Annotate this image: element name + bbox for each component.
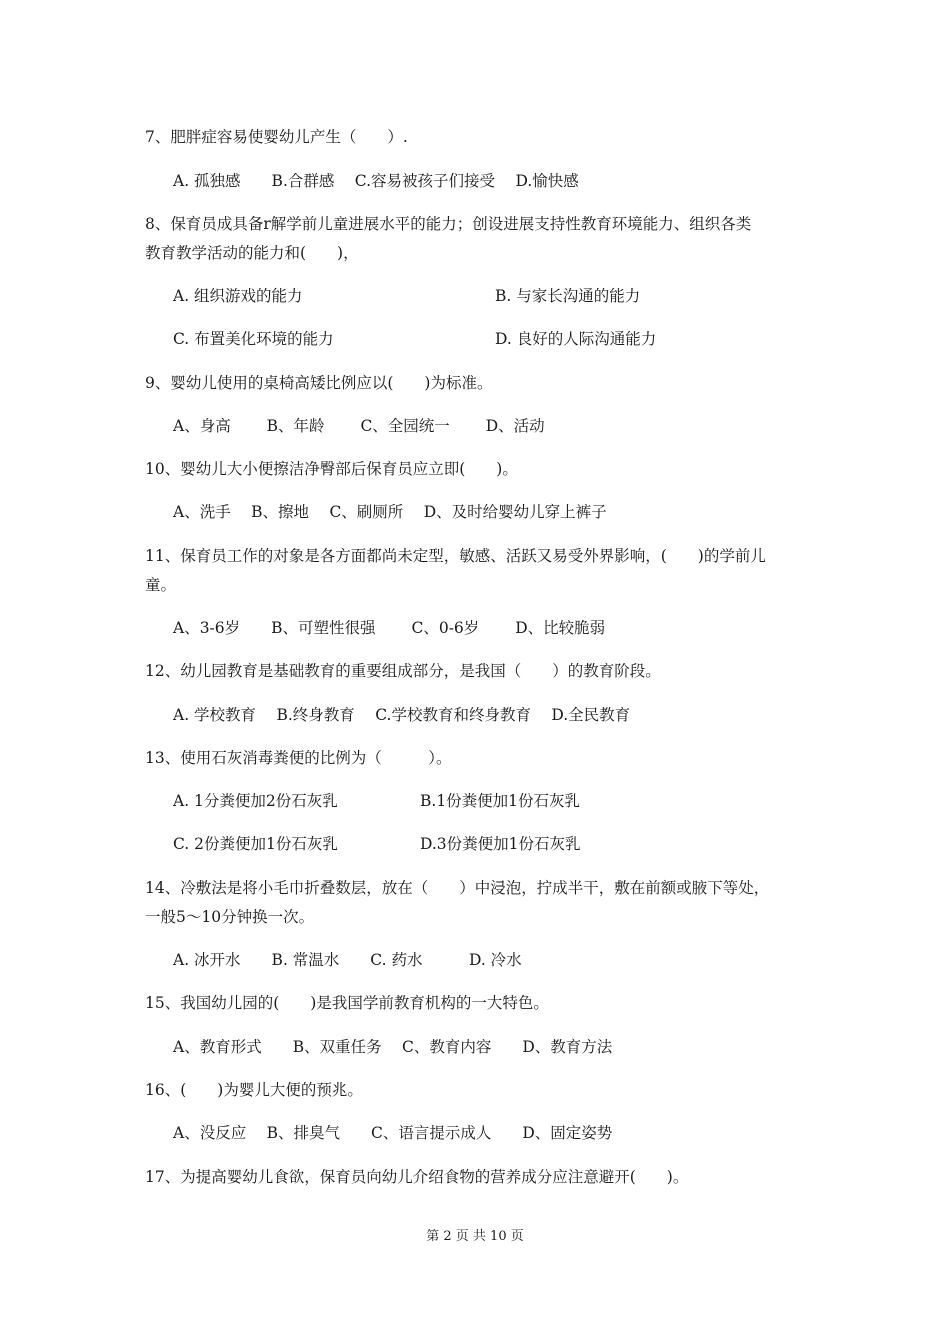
question-13-option-a: A. 1分粪便加2份石灰乳 (173, 792, 338, 810)
question-11-options: A、3-6岁 B、可塑性很强 C、0-6岁 D、比较脆弱 (173, 619, 606, 637)
question-8-stem-line1: 8、保育员成具备r解学前儿童进展水平的能力；创设进展支持性教育环境能力、组织各类 (145, 215, 752, 233)
question-8-option-d: D. 良好的人际沟通能力 (495, 330, 657, 348)
question-13-option-c: C. 2份粪便加1份石灰乳 (173, 835, 338, 853)
question-8-option-a: A. 组织游戏的能力 (173, 287, 303, 305)
question-12-stem: 12、幼儿园教育是基础教育的重要组成部分，是我国（ ）的教育阶段。 (145, 662, 661, 680)
question-16-stem: 16、( )为婴儿大便的预兆。 (145, 1081, 363, 1099)
question-13-stem: 13、使用石灰消毒粪便的比例为（ ）。 (145, 749, 452, 767)
question-17-stem: 17、为提高婴幼儿食欲，保育员向幼儿介绍食物的营养成分应注意避开( )。 (145, 1168, 689, 1186)
question-7-stem: 7、肥胖症容易使婴幼儿产生（ ）. (145, 128, 408, 146)
question-15-stem: 15、我国幼儿园的( )是我国学前教育机构的一大特色。 (145, 994, 549, 1012)
question-11-stem-line1: 11、保育员工作的对象是各方面都尚未定型，敏感、活跃又易受外界影响，( )的学前儿 (145, 547, 766, 565)
question-16-options: A、没反应 B、排臭气 C、语言提示成人 D、固定姿势 (173, 1124, 613, 1142)
question-12-options: A. 学校教育 B.终身教育 C.学校教育和终身教育 D.全民教育 (173, 706, 631, 724)
question-14-stem-line1: 14、冷敷法是将小毛巾折叠数层，放在（ ）中浸泡，拧成半干，敷在前额或腋下等处， (145, 879, 770, 897)
question-13-option-d: D.3份粪便加1份石灰乳 (420, 835, 581, 853)
question-9-options: A、身高 B、年龄 C、全园统一 D、活动 (173, 417, 545, 435)
question-11-stem-line2: 童。 (145, 576, 177, 594)
question-8-option-c: C. 布置美化环境的能力 (173, 330, 334, 348)
question-13-option-b: B.1份粪便加1份石灰乳 (420, 792, 581, 810)
question-15-options: A、教育形式 B、双重任务 C、教育内容 D、教育方法 (173, 1038, 613, 1056)
question-10-stem: 10、婴幼儿大小便擦洁净臀部后保育员应立即( )。 (145, 460, 518, 478)
page-footer: 第 2 页 共 10 页 (426, 1229, 524, 1244)
question-14-stem-line2: 一般5～10分钟换一次。 (145, 908, 315, 926)
question-9-stem: 9、婴幼儿使用的桌椅高矮比例应以( )为标准。 (145, 374, 493, 392)
question-8-option-b: B. 与家长沟通的能力 (495, 287, 641, 305)
question-14-options: A. 冰开水 B. 常温水 C. 药水 D. 冷水 (173, 951, 522, 969)
question-7-options: A. 孤独感 B.合群感 C.容易被孩子们接受 D.愉快感 (173, 172, 579, 190)
question-10-options: A、洗手 B、擦地 C、刷厕所 D、及时给婴幼儿穿上裤子 (173, 503, 607, 521)
question-8-stem-line2: 教育教学活动的能力和( )， (145, 244, 359, 262)
